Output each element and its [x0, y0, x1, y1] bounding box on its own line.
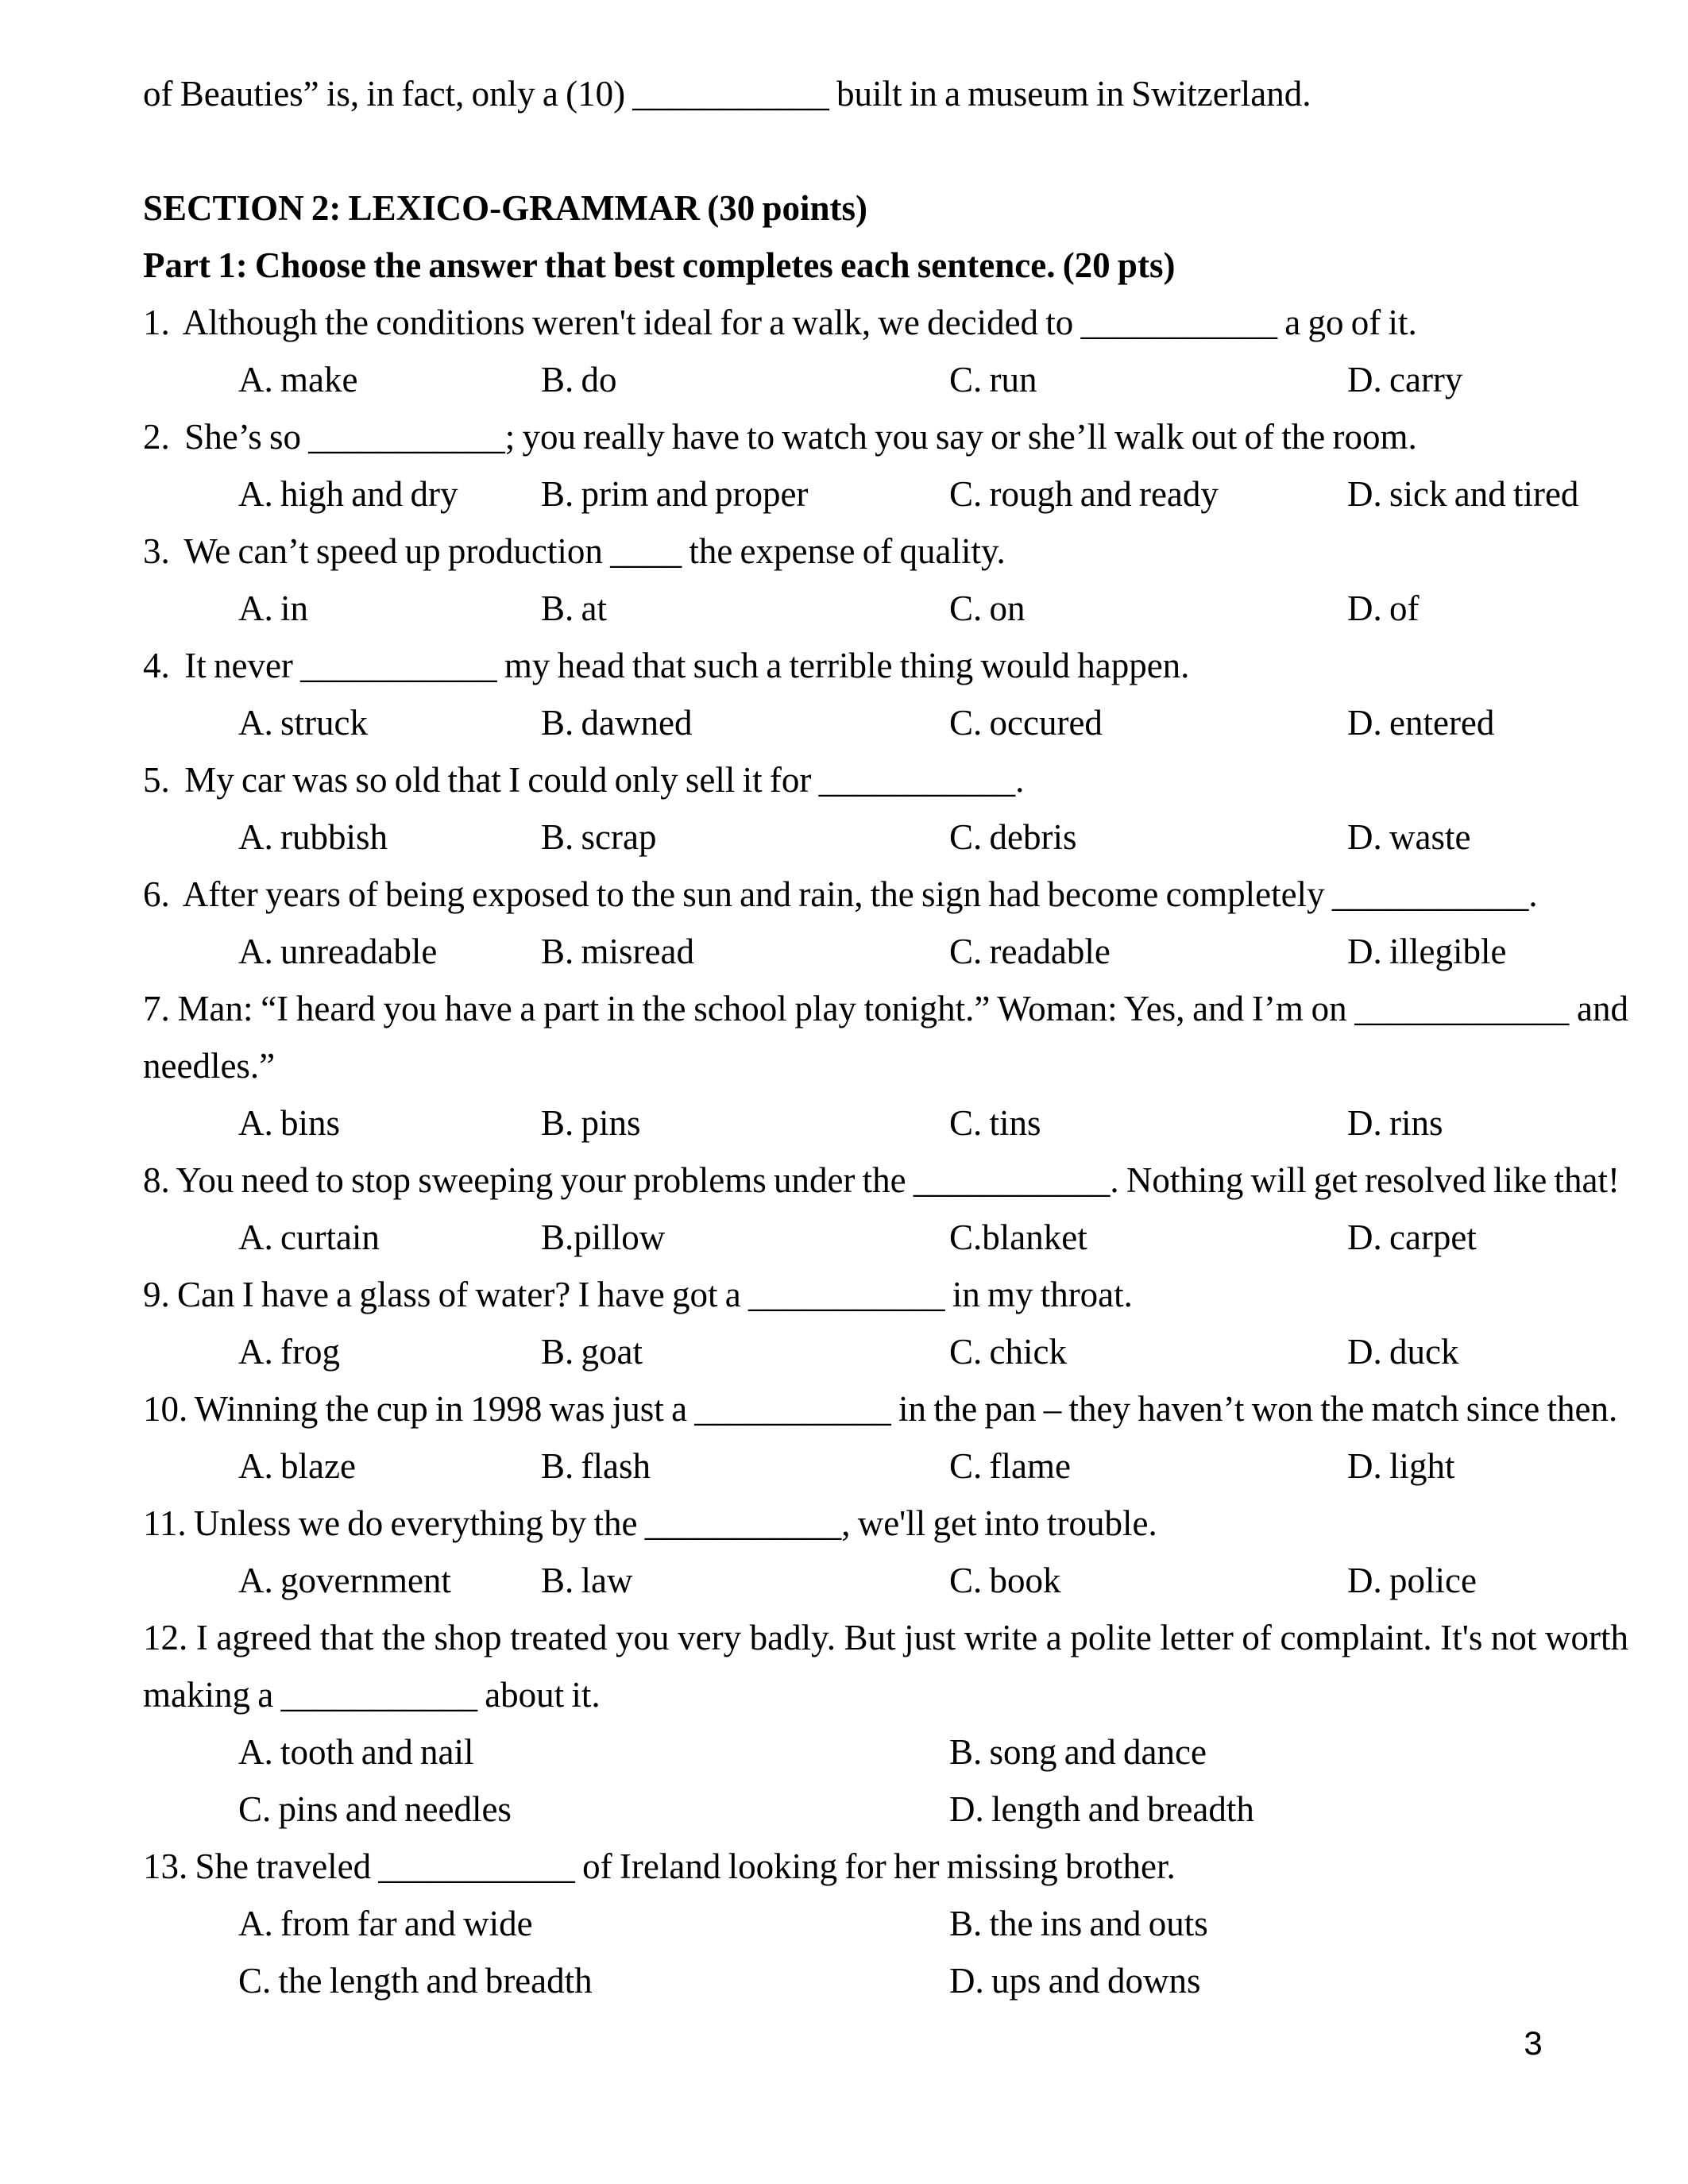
options-row — [143, 1781, 1628, 1838]
question-text: 8. You need to stop sweeping your problems under the ___________. Nothing will get resolved like that! — [143, 1160, 1620, 1200]
question-text: 7. Man: “I heard you have a part in the school play tonight.” Woman: Yes, and I’m on ____________ and — [143, 989, 1628, 1028]
option-a: A. struck — [238, 703, 368, 743]
question-text: 13. She traveled ___________ of Ireland looking for her missing brother. — [143, 1846, 1176, 1886]
question-4 — [143, 637, 1628, 751]
option-a: A. unreadable — [238, 932, 438, 971]
option-c: C. rough and ready — [949, 474, 1219, 514]
options-row — [143, 1437, 1628, 1495]
option-d: D. waste — [1347, 817, 1471, 857]
options-row — [143, 1209, 1628, 1266]
option-a: A. make — [238, 360, 358, 399]
option-c: C. on — [949, 588, 1026, 628]
option-b: B. prim and proper — [541, 474, 809, 514]
options-row — [143, 351, 1628, 408]
options-row — [143, 1895, 1628, 1952]
intro-line: of Beauties” is, in fact, only a (10) ___________ built in a museum in Switzerland. — [143, 74, 1311, 114]
option-c: C. pins and needles — [238, 1789, 512, 1829]
option-c: C. readable — [949, 932, 1111, 971]
question-7 — [143, 980, 1628, 1152]
question-9 — [143, 1266, 1628, 1380]
question-text: 3. We can’t speed up production ____ the expense of quality. — [143, 531, 1006, 571]
option-c: C. occured — [949, 703, 1103, 743]
option-a: A. bins — [238, 1103, 341, 1143]
page-content — [143, 65, 1628, 2009]
question-13 — [143, 1838, 1628, 2009]
options-row — [143, 1723, 1628, 1781]
question-text: 2. She’s so ___________; you really have to watch you say or she’ll walk out of the room. — [143, 417, 1417, 457]
question-text: 11. Unless we do everything by the ___________, we'll get into trouble. — [143, 1503, 1157, 1543]
question-2 — [143, 408, 1628, 523]
option-b: B. the ins and outs — [949, 1904, 1208, 1943]
option-b: B. pins — [541, 1103, 641, 1143]
option-b: B. at — [541, 588, 607, 628]
option-a: A. tooth and nail — [238, 1732, 474, 1772]
question-text: 1. Although the conditions weren't ideal for a walk, we decided to ___________ a go of it. — [143, 303, 1417, 342]
option-b: B. song and dance — [949, 1732, 1207, 1772]
option-a: A. blaze — [238, 1446, 356, 1486]
option-d: D. illegible — [1347, 932, 1507, 971]
option-d: D. of — [1347, 588, 1420, 628]
option-d: D. rins — [1347, 1103, 1443, 1143]
question-10 — [143, 1380, 1628, 1495]
question-text: 5. My car was so old that I could only sell it for ___________. — [143, 760, 1025, 800]
page-number: 3 — [1524, 2024, 1543, 2062]
question-8 — [143, 1152, 1628, 1266]
question-text: 10. Winning the cup in 1998 was just a ___________ in the pan – they haven’t won the match since then. — [143, 1389, 1618, 1429]
option-c: C. tins — [949, 1103, 1041, 1143]
question-text-continued: making a ___________ about it. — [143, 1675, 601, 1715]
option-c: C. the length and breadth — [238, 1961, 593, 2001]
question-text: 12. I agreed that the shop treated you very badly. But just write a polite letter of complaint. It's not worth — [143, 1618, 1628, 1657]
option-d: D. duck — [1347, 1332, 1459, 1372]
option-d: D. light — [1347, 1446, 1455, 1486]
option-c: C. chick — [949, 1332, 1067, 1372]
question-6 — [143, 866, 1628, 980]
options-row — [143, 1323, 1628, 1380]
option-c: C. flame — [949, 1446, 1071, 1486]
option-a: A. curtain — [238, 1217, 380, 1257]
option-d: D. carry — [1347, 360, 1463, 399]
part-heading: Part 1: Choose the answer that best completes each sentence. (20 pts) — [143, 245, 1176, 285]
options-row — [143, 1094, 1628, 1152]
option-b: B.pillow — [541, 1217, 666, 1257]
option-c: C. book — [949, 1561, 1061, 1600]
option-b: B. do — [541, 360, 617, 399]
option-d: D. sick and tired — [1347, 474, 1579, 514]
option-d: D. length and breadth — [949, 1789, 1254, 1829]
option-a: A. government — [238, 1561, 451, 1600]
option-c: C. debris — [949, 817, 1077, 857]
option-d: D. entered — [1347, 703, 1495, 743]
question-3 — [143, 523, 1628, 637]
options-row — [143, 694, 1628, 751]
question-text-continued: needles.” — [143, 1046, 276, 1086]
options-row — [143, 1952, 1628, 2009]
section-heading: SECTION 2: LEXICO-GRAMMAR (30 points) — [143, 188, 868, 228]
option-c: C. run — [949, 360, 1037, 399]
option-b: B. goat — [541, 1332, 643, 1372]
question-text: 4. It never ___________ my head that such a terrible thing would happen. — [143, 646, 1190, 685]
question-5 — [143, 751, 1628, 866]
option-a: A. from far and wide — [238, 1904, 533, 1943]
option-b: B. dawned — [541, 703, 693, 743]
question-text: 9. Can I have a glass of water? I have got a ___________ in my throat. — [143, 1275, 1133, 1314]
option-a: A. high and dry — [238, 474, 458, 514]
option-c: C.blanket — [949, 1217, 1087, 1257]
option-b: B. law — [541, 1561, 633, 1600]
question-1 — [143, 294, 1628, 408]
option-a: A. frog — [238, 1332, 340, 1372]
options-row — [143, 465, 1628, 523]
question-11 — [143, 1495, 1628, 1609]
option-b: B. flash — [541, 1446, 651, 1486]
options-row — [143, 1552, 1628, 1609]
option-d: D. carpet — [1347, 1217, 1477, 1257]
options-row — [143, 808, 1628, 866]
option-b: B. misread — [541, 932, 694, 971]
options-row — [143, 923, 1628, 980]
spacer — [143, 122, 1628, 179]
question-12 — [143, 1609, 1628, 1838]
option-d: D. police — [1347, 1561, 1477, 1600]
option-b: B. scrap — [541, 817, 657, 857]
question-text: 6. After years of being exposed to the sun and rain, the sign had become completely ___________. — [143, 874, 1538, 914]
option-d: D. ups and downs — [949, 1961, 1201, 2001]
option-a: A. in — [238, 588, 308, 628]
option-a: A. rubbish — [238, 817, 388, 857]
options-row — [143, 580, 1628, 637]
